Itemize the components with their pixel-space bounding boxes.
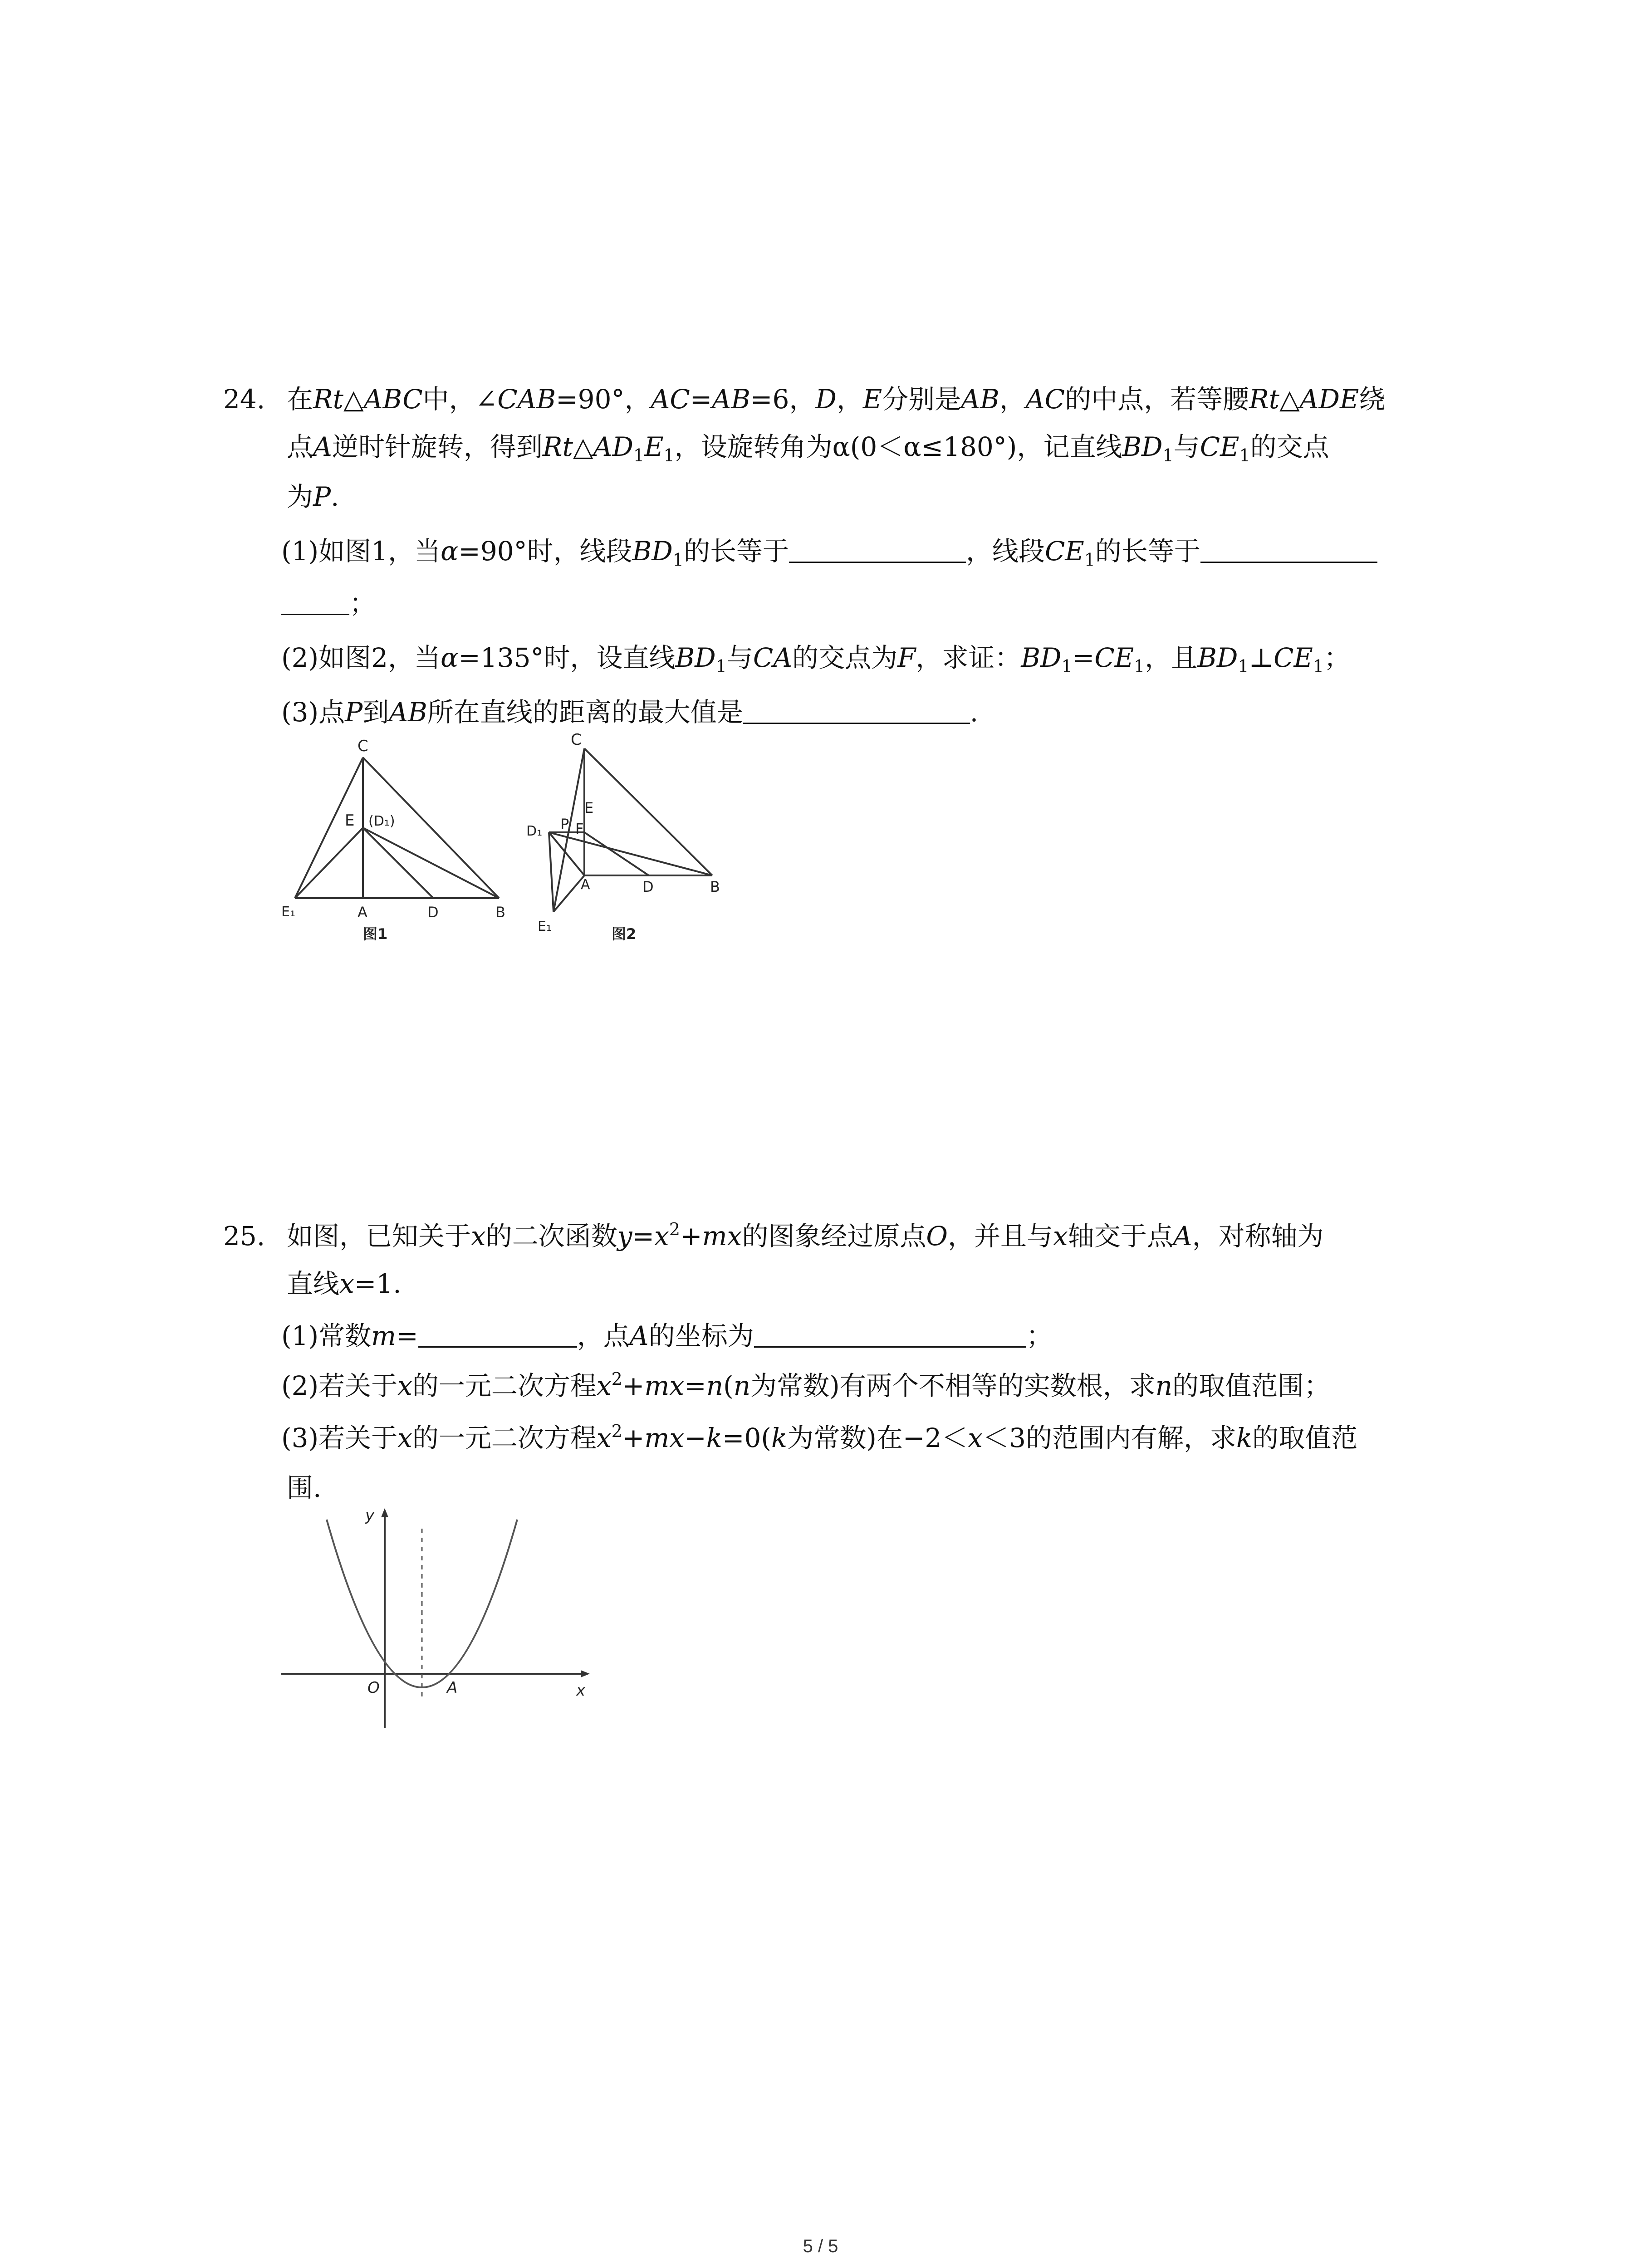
q25-number: 25. <box>223 1221 265 1251</box>
q25-line-2: 直线x=1. <box>287 1268 402 1299</box>
label-d: D <box>427 904 439 921</box>
caption-fig1: 图1 <box>363 925 388 943</box>
q25-part-2: (2)若关于x的一元二次方程$x^2+mx=n(n$为常数)有两个不相等的实数根，求n的取值范围； <box>281 1369 1331 1401</box>
parabola-figure <box>272 1506 599 1742</box>
label-c: C <box>358 737 368 755</box>
label-y: y <box>365 1506 375 1525</box>
line-d1-e1 <box>549 832 554 912</box>
label-e1: E₁ <box>538 919 552 934</box>
q24-part-1: (1)如图1，当α=90°时，线段$BD_1$的长等于 ，线段$CE_1$的长等于 <box>281 533 1377 569</box>
label-d1: (D₁) <box>368 813 395 829</box>
label-a: A <box>358 904 367 921</box>
q25-line-1: 如图，已知关于x的二次函数$y=x^2+mx$的图象经过原点O，并且与x轴交于点A，对称轴为 <box>287 1219 1324 1251</box>
page-number: 5 / 5 <box>803 2236 838 2256</box>
label-p: P <box>560 816 569 833</box>
label-o: O <box>367 1679 380 1697</box>
y-axis-arrow-icon <box>381 1508 388 1517</box>
answer-blank-a-coord[interactable] <box>754 1320 1026 1348</box>
q24-line-3: 为P. <box>287 481 339 512</box>
answer-blank-m[interactable] <box>418 1320 577 1348</box>
q25-part-3-cont: 围. <box>287 1472 322 1503</box>
line-e1-e <box>295 828 363 898</box>
q25-part-3: (3)若关于x的一元二次方程$x^2+mx-k=0(k$为常数)在−2＜x＜3的范围内有解，求k的取值范 <box>281 1421 1358 1453</box>
q24-line-2: 点A逆时针旋转，得到$Rt\triangle AD_1E_1$，设旋转角为α(0＜α≤180°)，记直线$BD_1$与$CE_1$的交点 <box>287 431 1329 465</box>
answer-blank-ce1-cont[interactable] <box>281 587 349 615</box>
label-c: C <box>571 731 582 749</box>
label-d: D <box>642 878 654 895</box>
figure-1 <box>272 735 526 971</box>
figure-2 <box>517 731 771 971</box>
line-e-b <box>363 828 499 898</box>
q25-part-1: (1)常数m= ，点A的坐标为 ； <box>281 1320 1053 1351</box>
label-b: B <box>710 878 720 895</box>
label-d1: D₁ <box>526 823 543 839</box>
label-a: A <box>447 1679 458 1697</box>
answer-blank-max-distance[interactable] <box>743 696 970 724</box>
line-e-d <box>363 828 433 898</box>
q24-part-2: (2)如图2，当α=135°时，设直线$BD_1$与CA的交点为F，求证：$BD_1=CE_1$，且$BD_1\perp CE_1$； <box>281 642 1351 676</box>
label-f: F <box>575 820 584 837</box>
answer-blank-bd1[interactable] <box>789 535 966 563</box>
line-e1-a <box>554 875 584 912</box>
q24-part-3: (3)点P到AB所在直线的距离的最大值是 . <box>281 697 979 728</box>
q24-line-1: 在Rt△ABC中，∠CAB=90°，AC=AB=6，D，E分别是AB，AC的中点，若等腰Rt△ADE绕 <box>287 384 1386 415</box>
line-e-d <box>584 832 649 875</box>
line-c-b <box>584 748 712 875</box>
label-e1: E₁ <box>281 904 295 920</box>
label-a: A <box>581 877 590 893</box>
q24-part-1-cont: ； <box>281 585 376 621</box>
line-d1-b <box>549 832 712 875</box>
label-e: E <box>584 799 594 816</box>
answer-blank-ce1[interactable] <box>1200 535 1377 563</box>
x-axis-arrow-icon <box>581 1670 590 1677</box>
q24-number: 24. <box>223 384 265 415</box>
caption-fig2: 图2 <box>612 925 637 943</box>
label-x: x <box>576 1681 586 1700</box>
label-e: E <box>345 811 355 830</box>
label-b: B <box>495 904 505 921</box>
